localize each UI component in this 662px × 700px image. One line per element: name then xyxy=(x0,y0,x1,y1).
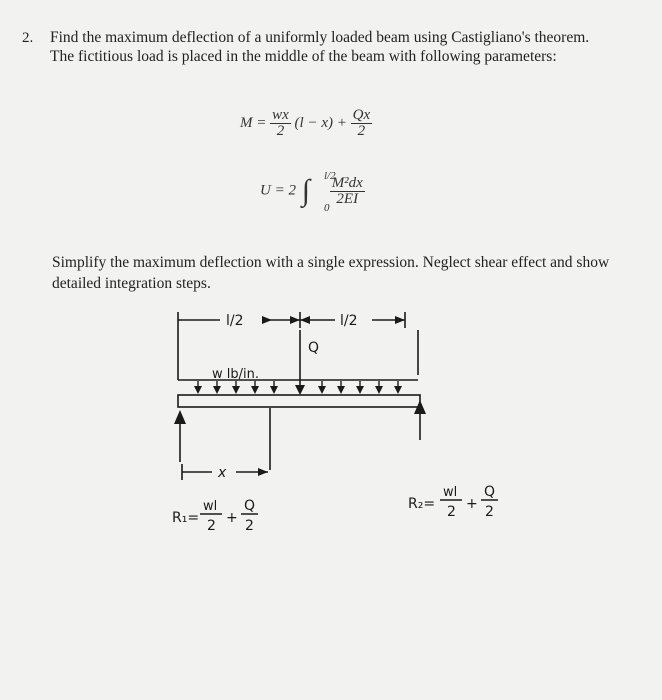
x-arrowhead xyxy=(258,468,268,476)
r1-wl-numerator: wl xyxy=(203,499,218,514)
arrowhead-right xyxy=(395,316,405,324)
r2-wl-numerator: wl xyxy=(443,485,458,500)
energy-lhs: U = 2 xyxy=(260,182,296,199)
r2-q-numerator: Q xyxy=(484,484,496,500)
fraction-denominator: 2 xyxy=(276,123,285,139)
integral-lower-limit: 0 xyxy=(324,202,330,214)
r1-plus: + xyxy=(226,510,238,526)
r1-denominator-1: 2 xyxy=(207,518,216,534)
fraction-denominator: 2EI xyxy=(336,190,359,207)
span-label-left: l/2 xyxy=(226,313,244,329)
r1-denominator-2: 2 xyxy=(245,518,254,534)
point-load-label: Q xyxy=(308,340,320,356)
span-label-right: l/2 xyxy=(340,313,358,329)
distributed-load-label: w lb/in. xyxy=(212,367,259,382)
x-label: x xyxy=(218,465,227,481)
fraction-numerator: M²dx xyxy=(331,174,363,191)
r2-denominator-2: 2 xyxy=(485,504,494,520)
arrowhead-mid-right xyxy=(290,316,300,324)
fraction-numerator: wx xyxy=(272,107,289,123)
reaction-arrowhead-left xyxy=(174,410,186,424)
question-number: 2. xyxy=(22,30,34,46)
moment-middle-term: (l − x) + xyxy=(294,114,347,131)
integral-upper-limit: l/2 xyxy=(324,170,336,182)
fraction-denominator: 2 xyxy=(357,123,366,139)
r1-q-numerator: Q xyxy=(244,498,256,514)
moment-lhs: M = xyxy=(240,114,267,131)
question-text: Find the maximum deflection of a uniformly loaded beam using Castigliano's theorem. The fictitious load is placed in the middle of the beam with following parameters: xyxy=(50,29,590,65)
r1-label: R₁= xyxy=(172,510,200,526)
instructions-text: Simplify the maximum deflection with a single expression. Neglect shear effect and show detailed integration steps. xyxy=(52,254,610,292)
arrowhead-left xyxy=(262,316,272,324)
r2-label: R₂= xyxy=(408,496,436,512)
r2-denominator-1: 2 xyxy=(447,504,456,520)
beam xyxy=(178,395,420,407)
arrowhead-mid-left xyxy=(300,316,310,324)
integral-sign: ∫ xyxy=(301,174,310,207)
fraction-numerator: Qx xyxy=(352,107,371,123)
point-load-arrowhead xyxy=(295,385,305,395)
r2-plus: + xyxy=(466,496,478,512)
